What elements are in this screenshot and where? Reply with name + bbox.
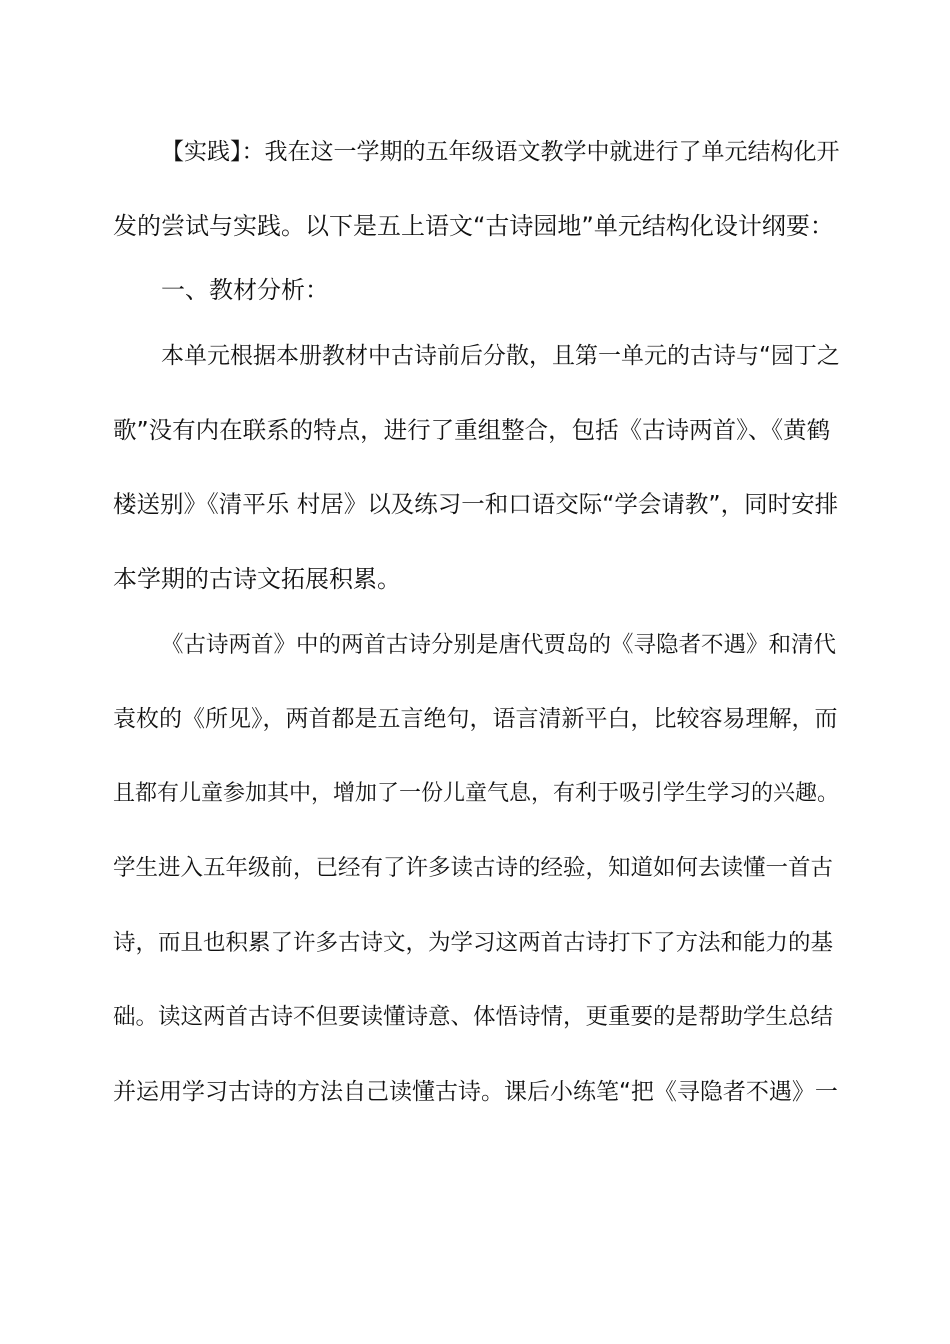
paragraph-unit-line-3: 楼送别》《清平乐 村居》以及练习一和口语交际“学会请教”，同时安排 [113, 490, 839, 518]
paragraph-unit-line-2: 歌”没有内在联系的特点，进行了重组整合，包括《古诗两首》、《黄鹤 [113, 416, 831, 444]
paragraph-unit-line-1: 本单元根据本册教材中古诗前后分散，且第一单元的古诗与“园丁之 [161, 343, 840, 369]
paragraph-poems-line-2: 袁枚的《所见》，两首都是五言绝句，语言清新平白，比较容易理解，而 [113, 706, 838, 732]
paragraph-poems-line-5: 诗，而且也积累了许多古诗文，为学习这两首古诗打下了方法和能力的基 [113, 930, 834, 956]
paragraph-poems-line-6: 础。读这两首古诗不但要读懂诗意、体悟诗情，更重要的是帮助学生总结 [113, 1004, 834, 1030]
paragraph-poems-line-4: 学生进入五年级前，已经有了许多读古诗的经验，知道如何去读懂一首古 [113, 855, 834, 881]
paragraph-poems-line-1: 《古诗两首》中的两首古诗分别是唐代贾岛的《寻隐者不遇》和清代 [161, 632, 837, 658]
paragraph-unit-line-4: 本学期的古诗文拓展积累。 [113, 565, 401, 593]
paragraph-practice-line-2: 发的尝试与实践。以下是五上语文“古诗园地”单元结构化设计纲要： [113, 212, 834, 240]
paragraph-poems-line-3: 且都有儿童参加其中，增加了一份儿童气息，有利于吸引学生学习的兴趣。 [113, 781, 840, 806]
paragraph-poems-line-7: 并运用学习古诗的方法自己读懂古诗。课后小练笔“把《寻隐者不遇》一 [113, 1079, 838, 1105]
paragraph-practice-line-1: 【实践】：我在这一学期的五年级语文教学中就进行了单元结构化开 [161, 139, 840, 165]
section-heading-textbook-analysis: 一、教材分析： [161, 276, 329, 304]
